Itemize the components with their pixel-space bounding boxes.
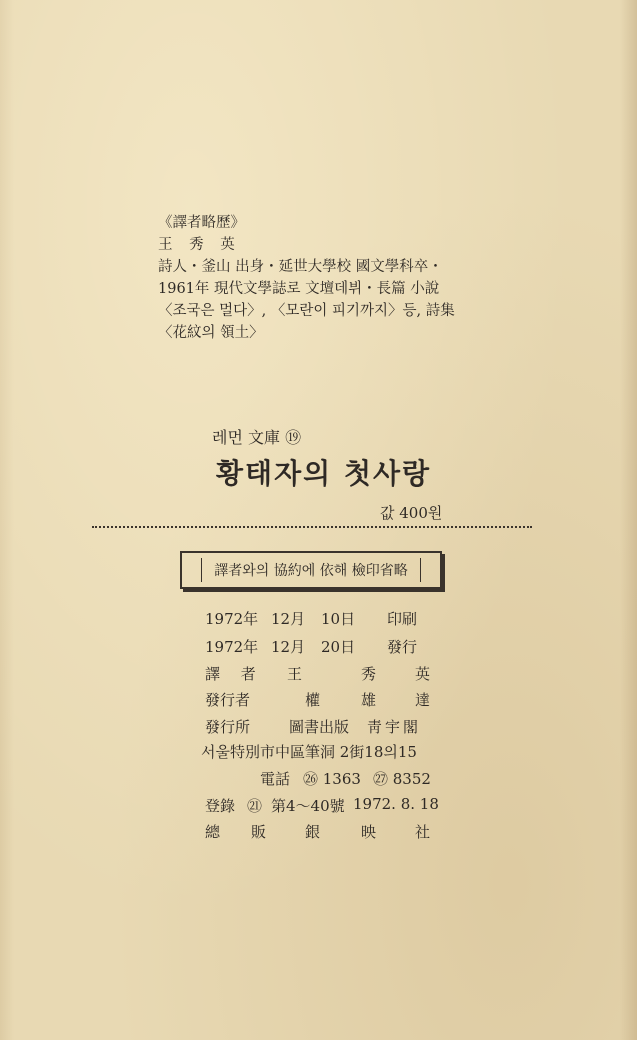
book-title: 황태자의 첫사랑 — [216, 457, 432, 490]
price-label: 값 400원 — [380, 504, 443, 522]
publish-label: 發行 — [387, 638, 418, 656]
phone-label: 電話 — [260, 770, 291, 788]
translator-name-3: 英 — [415, 665, 431, 683]
publisher-label: 發行所 — [205, 718, 251, 736]
publish-month: 12月 — [271, 638, 306, 656]
publisher-name-3: 達 — [415, 691, 431, 709]
phone-number-1: ㉖ 1363 — [303, 770, 361, 788]
publisher-name: 靑宇閣 — [367, 718, 422, 736]
seal-omission-text: 譯者와의 協約에 依해 檢印省略 — [201, 558, 420, 582]
distributor-char-4: 映 — [361, 823, 377, 841]
translator-name-2: 秀 — [361, 665, 377, 683]
biography-line-2: 1961年 現代文學誌로 文壇데뷔・長篇 小說 — [158, 281, 440, 297]
publisher-person-label: 發行者 — [205, 691, 251, 709]
biography-line-1: 詩人・釜山 出身・延世大學校 國文學科卒・ — [158, 259, 443, 275]
print-day: 10日 — [321, 610, 356, 628]
phone-number-2: ㉗ 8352 — [373, 770, 431, 788]
distributor-char-1: 總 — [205, 823, 221, 841]
series-label: 레먼 文庫 ⑲ — [212, 428, 302, 447]
publish-year: 1972年 — [205, 638, 259, 656]
registration-number: 第4〜40號 — [271, 797, 345, 815]
translator-name: 王 秀 英 — [158, 237, 241, 253]
print-month: 12月 — [271, 610, 306, 628]
print-label: 印刷 — [387, 610, 418, 628]
print-year: 1972年 — [205, 610, 259, 628]
translator-biography — [158, 212, 498, 344]
publisher-name-1: 權 — [305, 691, 321, 709]
translator-label: 譯 者 — [205, 665, 264, 683]
distributor-char-3: 銀 — [305, 823, 321, 841]
distributor-char-5: 社 — [415, 823, 431, 841]
distributor-char-2: 販 — [251, 823, 267, 841]
publisher-address: 서울特別市中區筆洞 2街18의15 — [201, 743, 417, 761]
registration-date: 1972. 8. 18 — [353, 795, 439, 813]
biography-heading: 《譯者略歷》 — [158, 215, 245, 231]
biography-line-4: 〈花紋의 領土〉 — [158, 325, 264, 341]
translator-name-1: 王 — [287, 665, 303, 683]
publisher-name-2: 雄 — [361, 691, 377, 709]
registration-region: ㉑ — [247, 797, 263, 815]
publisher-type: 圖書出版 — [289, 718, 350, 736]
dotted-divider — [92, 526, 532, 528]
registration-label: 登錄 — [205, 797, 236, 815]
biography-line-3: 〈조국은 멀다〉, 〈모란이 피기까지〉등, 詩集 — [158, 303, 455, 319]
seal-omission-box — [180, 551, 442, 589]
publish-day: 20日 — [321, 638, 356, 656]
